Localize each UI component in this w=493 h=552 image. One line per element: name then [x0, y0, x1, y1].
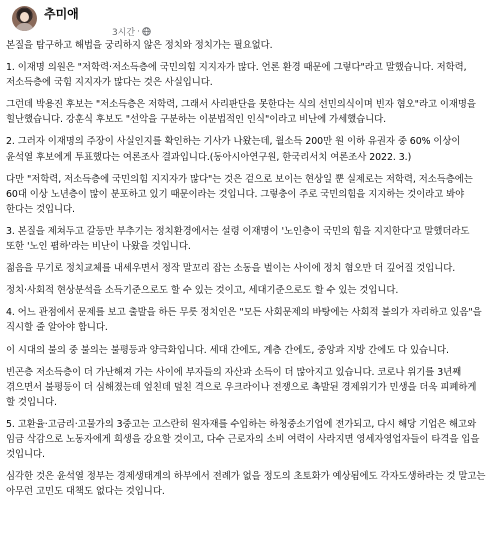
meta-separator: ·: [137, 26, 140, 37]
post-paragraph: 다만 "저학력, 저소득층에 국민의힘 지지자가 많다"는 것은 겉으로 보이는 현상일 뿐 실제로는 저학력, 저소득층에는 60대 이상 노년층이 많이 분포하고 있기 때문이라는 것입니다. 그렇충이 주로 국민의힘을 지지하는 것이라고 봐야 한다는 것입니다.: [6, 173, 473, 215]
post-paragraph: 그런데 박용진 후보는 "저소득층은 저학력, 그래서 사리판단을 못한다는 식의 선민의식이며 빈자 혐오"라고 이재명을 힐난했습니다. 강훈식 후보도 "선악을 구분하는 이분법적인 인식"이라고 비난에 가세했습니다.: [6, 99, 476, 126]
post-paragraph: 1. 이재명 의원은 "저학력·저소득층에 국민의힘 지지자가 많다. 언론 환경 때문에 그렇다"라고 말했습니다. 저학력, 저소득층에 국힘 지지자가 많다는 것은 사실입니다.: [6, 62, 467, 89]
avatar-body: [15, 23, 34, 31]
post-paragraph: 빈곤층 저소득층이 더 가난해져 가는 사이에 부자들의 자산과 소득이 더 많아지고 있습니다. 코로나 위기를 3년째 겪으면서 불평등이 더 심해졌는데 엎친데 덮친 격으로 우크라이나 전쟁으로 촉발된 경제위기가 민생을 더욱 피폐하게 할 것입니다.: [6, 366, 477, 408]
post-meta: [112, 25, 151, 38]
post-time[interactable]: 3시간: [112, 28, 136, 38]
post-paragraph: 4. 어느 관점에서 문제를 보고 출발을 하든 무릇 정치인은 "모든 사회문제의 바탕에는 사회적 불의가 자리하고 있음"을 직시할 줄 알아야 합니다.: [6, 307, 482, 334]
post-paragraph: 정치·사회적 현상분석을 소득기준으로도 할 수 있는 것이고, 세대기준으로도 할 수 있는 것입니다.: [6, 285, 399, 297]
post-header: [6, 0, 487, 38]
post-paragraph: 이 시대의 불의 중 불의는 불평등과 양극화입니다. 세대 간에도, 계층 간에도, 중앙과 지방 간에도 다 있습니다.: [6, 344, 449, 356]
globe-icon: [142, 27, 151, 36]
avatar-face: [20, 12, 29, 22]
post-paragraph: 본질을 탐구하고 해법을 궁리하지 않은 정치와 정치가는 필요없다.: [6, 40, 273, 51]
author-avatar[interactable]: [12, 6, 37, 31]
post-paragraph: 3. 본질을 제쳐두고 갈등만 부추기는 정치환경에서는 설령 이재명이 '노인층이 국민의 힘을 지지한다'고 말했더라도 또한 '노인 폄하'라는 비난이 나왔을 것입니다.: [6, 225, 470, 253]
author-name[interactable]: 추미애: [44, 7, 79, 21]
post-paragraph: 심각한 것은 윤석열 정부는 경제생태계의 하부에서 전례가 없을 정도의 초토화가 예상됨에도 각자도생하라는 것 말고는 아무런 고민도 대책도 없다는 것입니다.: [6, 471, 486, 498]
post-paragraph: 젊음을 무기로 정치교체를 내세우면서 정작 말꼬리 잡는 소동을 벌이는 사이에 정치 혐오만 더 깊어질 것입니다.: [6, 263, 456, 275]
post-paragraph: 5. 고환율·고금리·고물가의 3중고는 고스란히 원자재를 수입하는 하청중소기업에 전가되고, 다시 해당 기업은 해고와 임금 삭감으로 노동자에게 희생을 강요할 것이고, 다수 근로자의 소비 여력이 사라지면 영세자영업자들이 타격을 입을 것입니다.: [6, 418, 480, 461]
post-content: [6, 38, 487, 499]
post-paragraph: 2. 그러자 이재명의 주장이 사실인지를 확인하는 기사가 나왔는데, 월소득 200만 원 이하 유권자 중 60% 이상이 윤석열 후보에게 투표했다는 여론조사 결과입니다.(동아시아연구원, 한국리서치 여론조사 2022. 3.): [6, 136, 461, 163]
